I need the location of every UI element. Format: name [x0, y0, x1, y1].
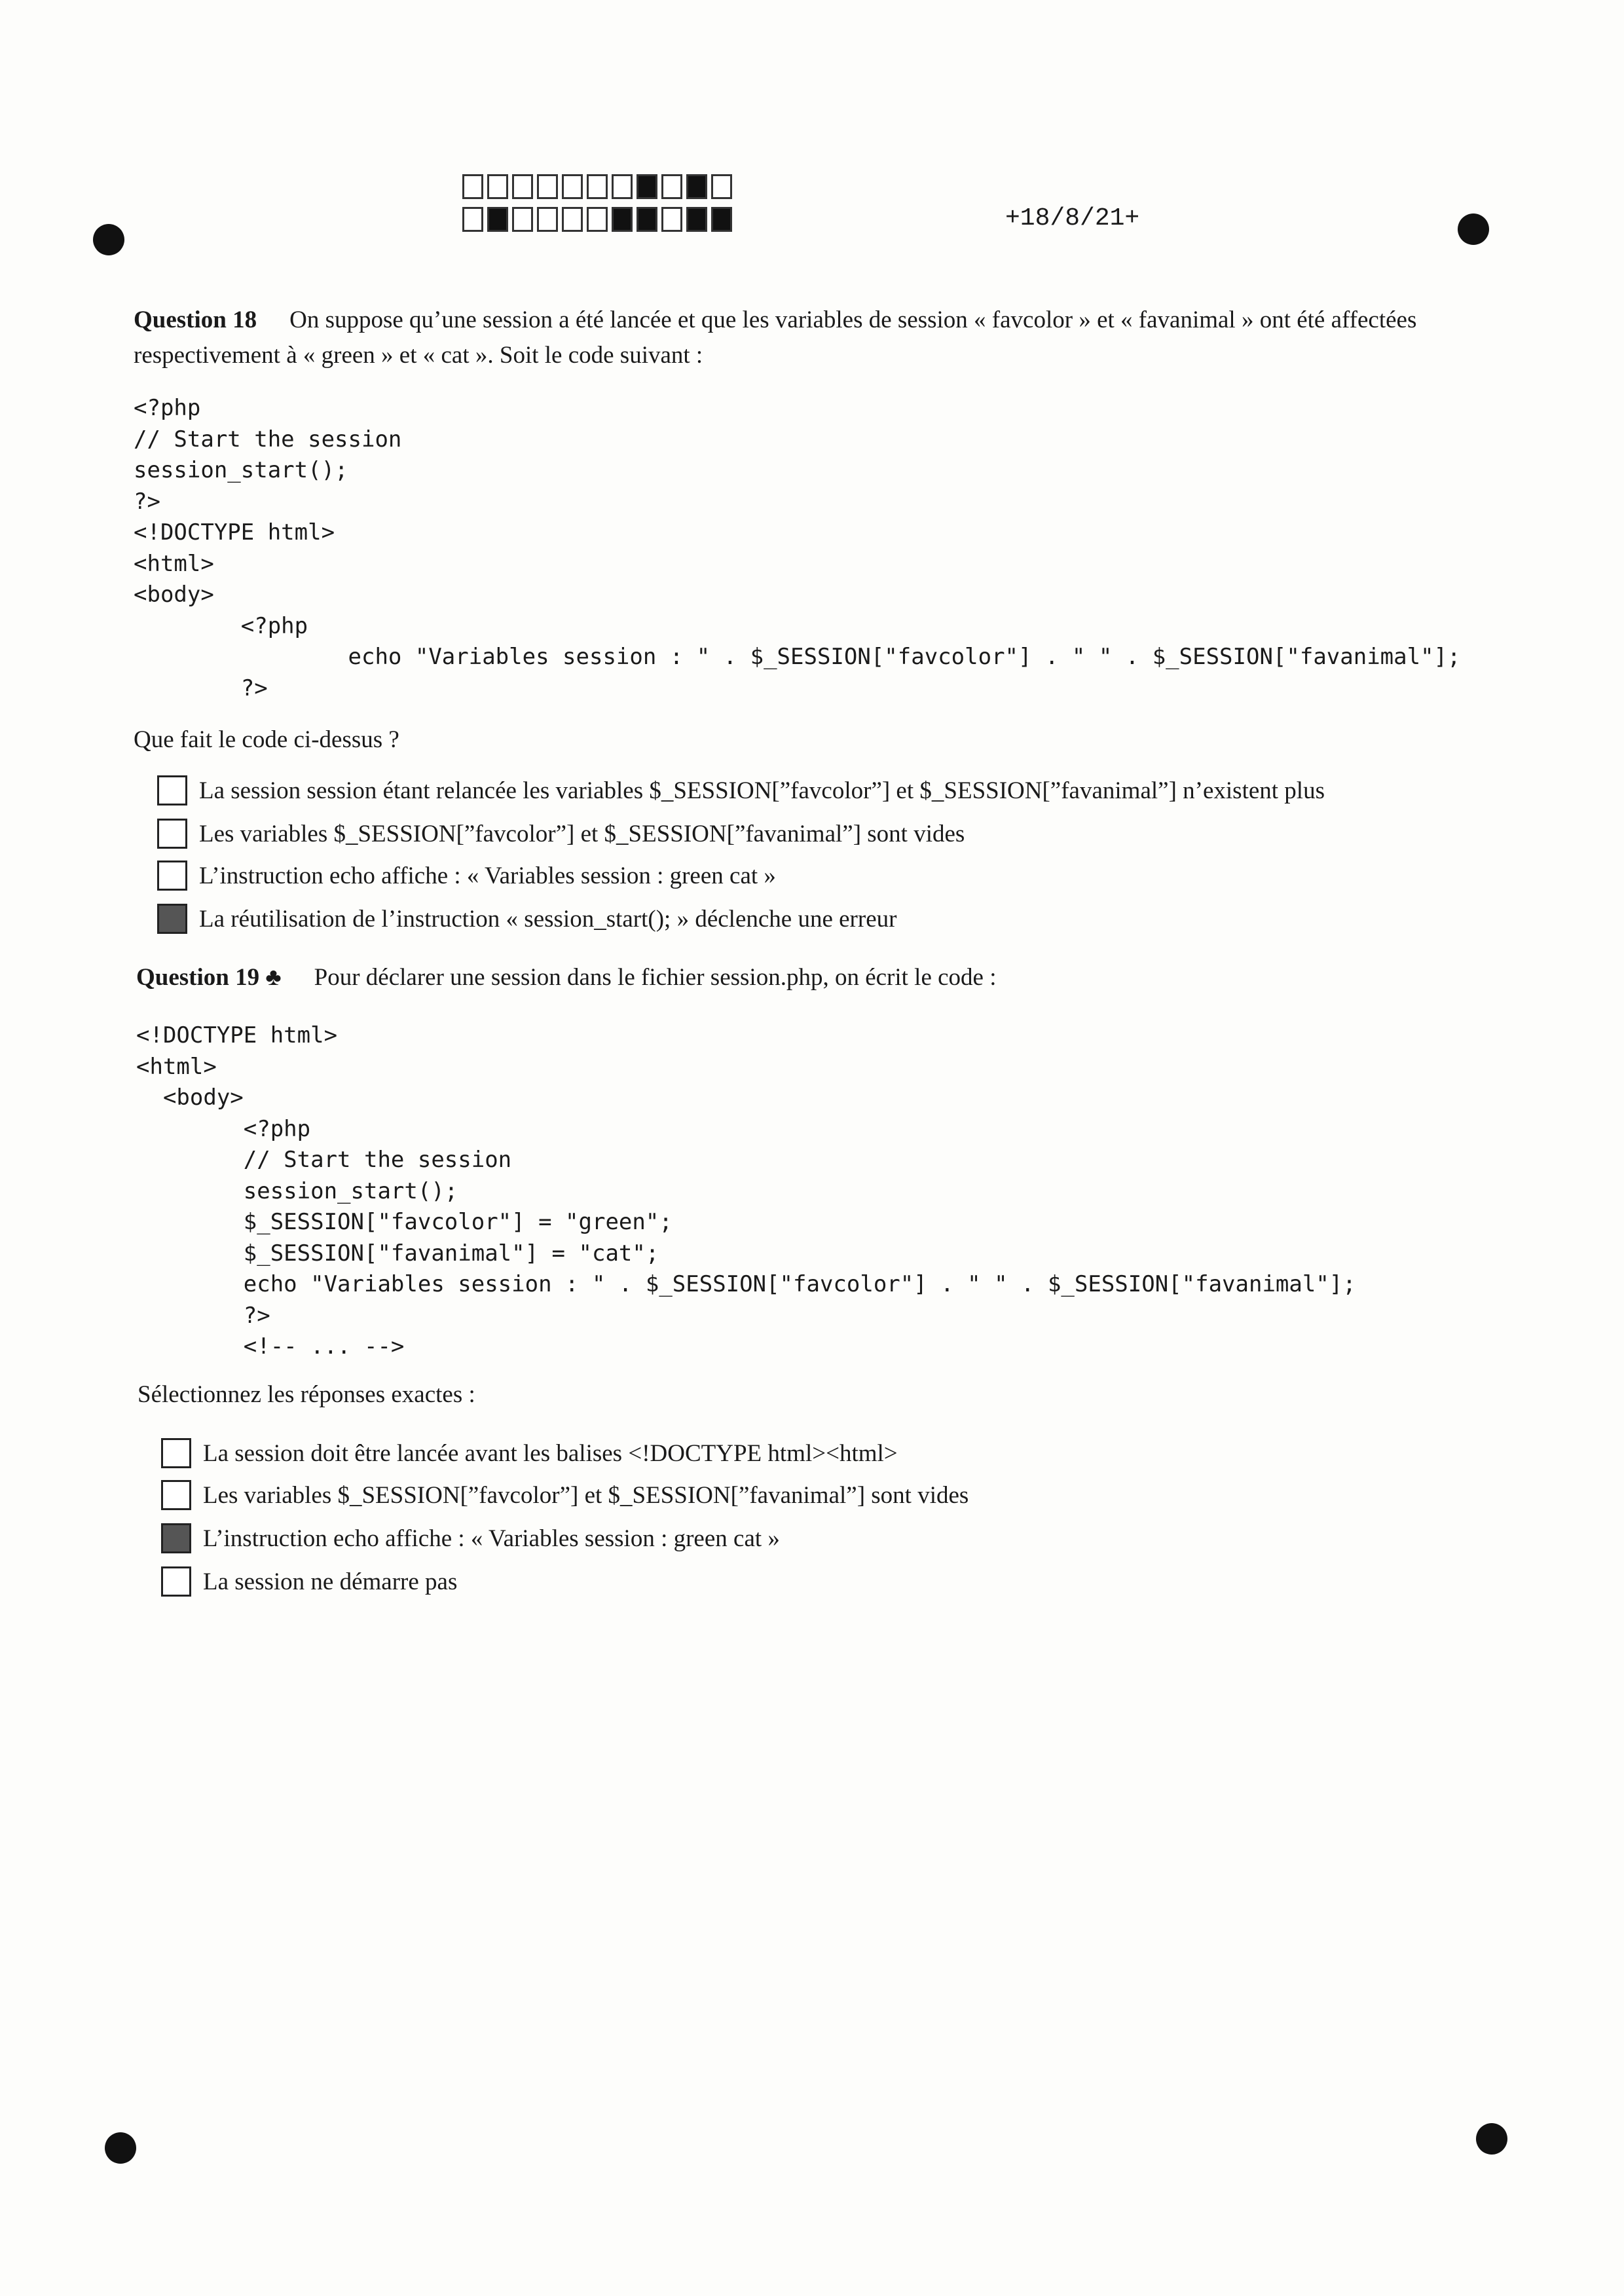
- question-19-text: Pour déclarer une session dans le fichier session.php, on écrit le code :: [314, 964, 997, 991]
- q19-option-4[interactable]: [161, 1566, 457, 1597]
- barcode-cell: [637, 174, 657, 199]
- question-18-code: <?php // Start the session session_start(); ?> <!DOCTYPE html> <html> <body> <?php echo "Variables session : " . $_SESSION["favcolor"] . " " . $_SESSION["favanimal"]; ?>: [134, 395, 1461, 701]
- barcode-cell: [487, 174, 508, 199]
- barcode-cell: [612, 207, 633, 232]
- q19-option-3[interactable]: [161, 1523, 780, 1553]
- barcode-cell: [612, 174, 633, 199]
- q18-option-3[interactable]: [157, 861, 776, 891]
- barcode-cell: [562, 207, 583, 232]
- barcode-cell: [587, 207, 608, 232]
- q19-option-2-label: Les variables $_SESSION[”favcolor”] et $_SESSION[”favanimal”] sont vides: [203, 1481, 969, 1509]
- page-id: +18/8/21+: [1005, 204, 1140, 232]
- barcode-cell: [711, 207, 732, 232]
- registration-mark-bottom-right: [1476, 2123, 1507, 2155]
- registration-mark-bottom-left: [105, 2132, 136, 2164]
- q18-option-4-label: La réutilisation de l’instruction « session_start(); » déclenche une erreur: [199, 905, 897, 933]
- barcode-cell: [686, 174, 707, 199]
- barcode-cell: [661, 207, 682, 232]
- question-18: [134, 303, 1476, 373]
- q19-option-2[interactable]: [161, 1480, 969, 1510]
- barcode-cell: [462, 207, 483, 232]
- question-18-prompt: Que fait le code ci-dessus ?: [134, 726, 399, 753]
- q18-option-1-label: La session session étant relancée les variables $_SESSION[”favcolor”] et $_SESSION[”favanimal”] n’existent plus: [199, 777, 1325, 804]
- barcode-cell: [512, 174, 533, 199]
- barcode-row-2: [462, 207, 736, 232]
- question-19-label: Question 19 ♣: [136, 964, 282, 991]
- barcode-cell: [537, 174, 558, 199]
- question-18-label: Question 18: [134, 306, 257, 333]
- q19-option-1-checkbox[interactable]: [161, 1438, 191, 1468]
- q18-option-4[interactable]: [157, 904, 896, 934]
- q18-option-2-label: Les variables $_SESSION[”favcolor”] et $_SESSION[”favanimal”] sont vides: [199, 820, 965, 847]
- q18-option-2[interactable]: [157, 819, 965, 849]
- registration-mark-top-right: [1458, 213, 1489, 245]
- question-19-code: <!DOCTYPE html> <html> <body> <?php // Start the session session_start(); $_SESSION["favcolor"] = "green"; $_SESSION["favanimal"] = "cat"; echo "Variables session : " . $_SESSION["favcolor"] . " " . $_SESSION["favanimal"]; ?> <!-- ... -->: [136, 1022, 1356, 1360]
- barcode-cell: [711, 174, 732, 199]
- q19-option-3-checkbox[interactable]: [161, 1523, 191, 1553]
- q18-option-3-checkbox[interactable]: [157, 861, 187, 891]
- q19-option-4-label: La session ne démarre pas: [203, 1568, 458, 1595]
- q18-option-4-checkbox[interactable]: [157, 904, 187, 934]
- q18-option-3-label: L’instruction echo affiche : « Variables session : green cat »: [199, 862, 776, 889]
- q19-option-1[interactable]: [161, 1438, 898, 1468]
- barcode-cell: [661, 174, 682, 199]
- barcode-cell: [487, 207, 508, 232]
- registration-mark-top-left: [93, 224, 124, 255]
- barcode-cell: [562, 174, 583, 199]
- barcode-cell: [637, 207, 657, 232]
- question-19-prompt: Sélectionnez les réponses exactes :: [138, 1381, 475, 1408]
- barcode-cell: [587, 174, 608, 199]
- question-18-text: On suppose qu’une session a été lancée et que les variables de session « favcolor » et « favanimal » ont été affectées respectivement à « green » et « cat ». Soit le code suivant :: [134, 306, 1417, 369]
- barcode-cell: [537, 207, 558, 232]
- barcode-cell: [462, 174, 483, 199]
- q19-option-4-checkbox[interactable]: [161, 1566, 191, 1597]
- q19-option-3-label: L’instruction echo affiche : « Variables session : green cat »: [203, 1525, 780, 1552]
- question-19: [136, 960, 1479, 995]
- barcode-row-1: [462, 174, 736, 199]
- q18-option-1[interactable]: [157, 775, 1325, 805]
- barcode-cell: [512, 207, 533, 232]
- q18-option-1-checkbox[interactable]: [157, 775, 187, 805]
- barcode-cell: [686, 207, 707, 232]
- q18-option-2-checkbox[interactable]: [157, 819, 187, 849]
- q19-option-1-label: La session doit être lancée avant les balises <!DOCTYPE html><html>: [203, 1439, 898, 1467]
- q19-option-2-checkbox[interactable]: [161, 1480, 191, 1510]
